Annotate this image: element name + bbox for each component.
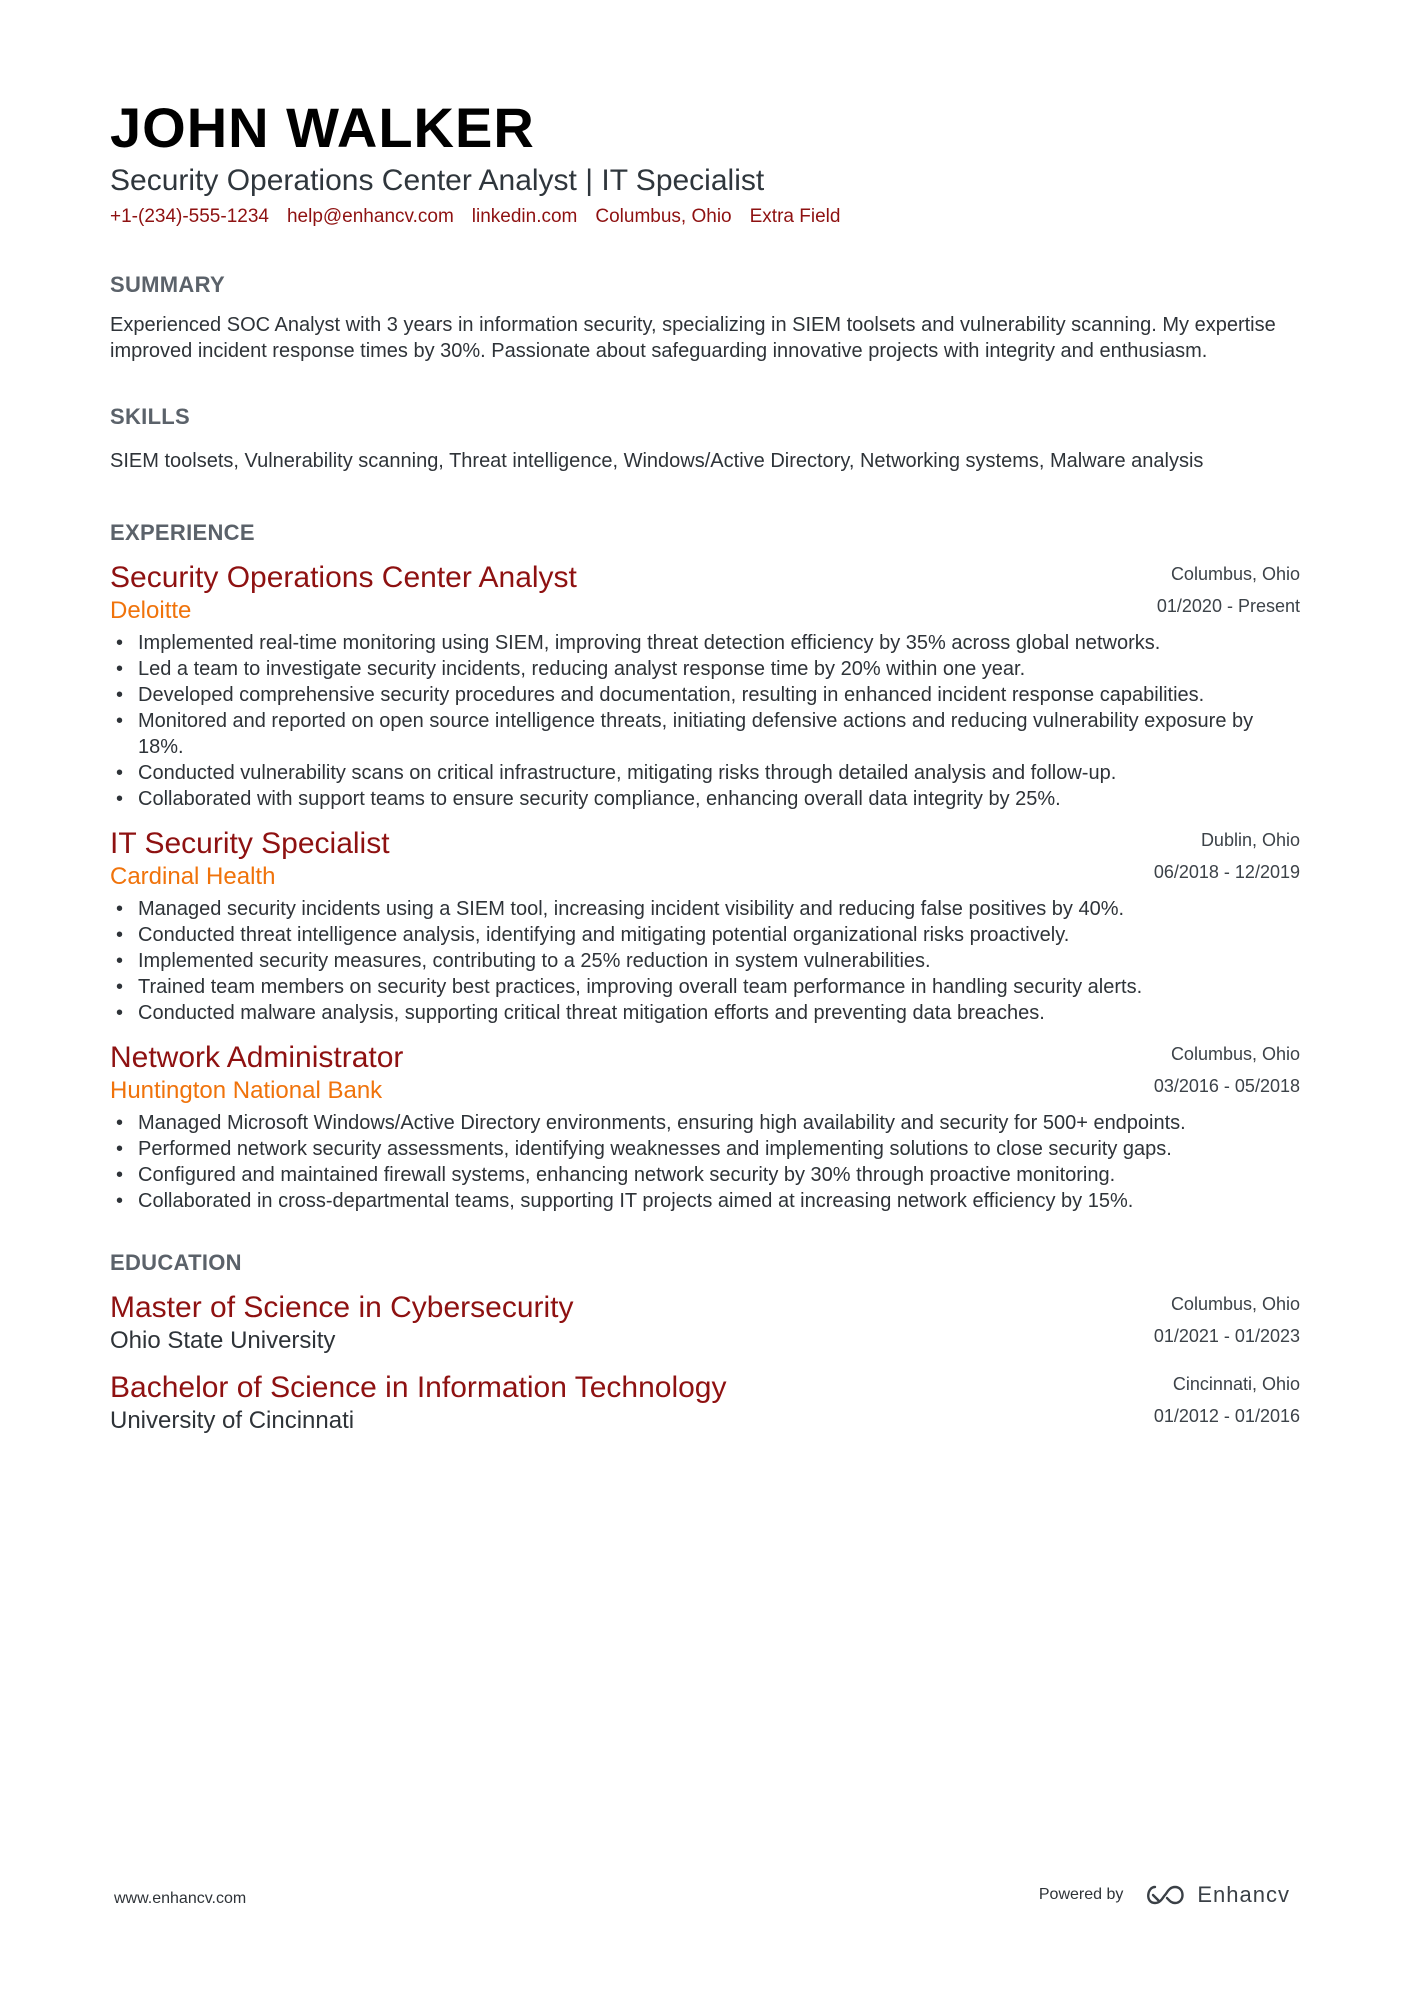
- candidate-title: Security Operations Center Analyst | IT Specialist: [110, 164, 765, 197]
- job-bullet: • Developed comprehensive security procedures and documentation, resulting in enhanced incident response capabilities.: [110, 682, 1300, 708]
- experience-entry-header: [110, 826, 1300, 892]
- job-bullet: • Performed network security assessments, identifying weaknesses and implementing solutions to close security gaps.: [110, 1136, 1300, 1162]
- footer-website-link[interactable]: www.enhancv.com: [114, 1890, 247, 1907]
- contact-phone[interactable]: +1-(234)-555-1234: [110, 206, 269, 227]
- job-bullet: • Collaborated with support teams to ensure security compliance, enhancing overall data integrity by 25%.: [110, 786, 1300, 812]
- experience-entry-header: [110, 560, 1300, 626]
- summary-text: Experienced SOC Analyst with 3 years in information security, specializing in SIEM toolsets and vulnerability scanning. My expertise improved incident response times by 30%. Passionate about safeguarding innovative projects with integrity and enthusiasm.: [110, 314, 1276, 362]
- education-entry-header: [110, 1370, 1300, 1436]
- degree-title: Bachelor of Science in Information Technology: [110, 1371, 727, 1404]
- job-bullet: • Implemented real-time monitoring using SIEM, improving threat detection efficiency by 35% across global networks.: [110, 630, 1300, 656]
- candidate-name: JOHN WALKER: [110, 96, 535, 159]
- job-location: Columbus, Ohio: [1170, 1044, 1300, 1064]
- job-dates: 06/2018 - 12/2019: [1153, 862, 1300, 882]
- experience-entry: [110, 1040, 1300, 1214]
- degree-title: Master of Science in Cybersecurity: [110, 1291, 574, 1324]
- footer-branding: [1039, 1882, 1290, 1908]
- job-bullet: • Conducted malware analysis, supporting critical threat mitigation efforts and preventing data breaches.: [110, 1000, 1300, 1026]
- job-company: Huntington National Bank: [110, 1077, 383, 1104]
- experience-entry-header: [110, 1040, 1300, 1106]
- job-location: Columbus, Ohio: [1170, 564, 1300, 584]
- education-entry: [110, 1370, 1300, 1436]
- education-entry-header: [110, 1290, 1300, 1356]
- powered-by-label: Powered by: [1038, 1886, 1124, 1903]
- job-bullet: • Managed Microsoft Windows/Active Directory environments, ensuring high availability and security for 500+ endpoints.: [110, 1110, 1300, 1136]
- education-dates: 01/2021 - 01/2023: [1153, 1326, 1300, 1346]
- skills-heading: SKILLS: [110, 404, 191, 429]
- job-bullet: • Configured and maintained firewall systems, enhancing network security by 30% through proactive monitoring.: [110, 1162, 1300, 1188]
- job-bullet: • Collaborated in cross-departmental teams, supporting IT projects aimed at increasing network efficiency by 15%.: [110, 1188, 1300, 1214]
- job-bullet: • Implemented security measures, contributing to a 25% reduction in system vulnerabilities.: [110, 948, 1300, 974]
- skills-text: SIEM toolsets, Vulnerability scanning, Threat intelligence, Windows/Active Directory, Networking systems, Malware analysis: [110, 450, 1204, 472]
- contact-location: Columbus, Ohio: [595, 206, 732, 227]
- experience-entry: [110, 560, 1300, 812]
- school-name: Ohio State University: [110, 1327, 336, 1354]
- education-heading: EDUCATION: [110, 1250, 242, 1275]
- job-location: Dublin, Ohio: [1200, 830, 1300, 850]
- job-bullet: • Conducted threat intelligence analysis, identifying and mitigating potential organizational risks proactively.: [110, 922, 1300, 948]
- job-company: Cardinal Health: [110, 863, 276, 890]
- school-location: Cincinnati, Ohio: [1172, 1374, 1300, 1394]
- contact-linkedin[interactable]: linkedin.com: [471, 206, 578, 227]
- job-bullets: [110, 630, 1300, 812]
- education-dates: 01/2012 - 01/2016: [1153, 1406, 1300, 1426]
- enhancv-brand[interactable]: [1143, 1882, 1290, 1908]
- job-bullet: • Monitored and reported on open source intelligence threats, initiating defensive actions and reducing vulnerability exposure by 18%.: [110, 708, 1300, 760]
- page-footer: [0, 1882, 1410, 1922]
- school-location: Columbus, Ohio: [1170, 1294, 1300, 1314]
- job-bullet: • Led a team to investigate security incidents, reducing analyst response time by 20% within one year.: [110, 656, 1300, 682]
- job-company: Deloitte: [110, 597, 192, 624]
- education-entry: [110, 1290, 1300, 1356]
- contact-email[interactable]: help@enhancv.com: [286, 206, 454, 227]
- school-name: University of Cincinnati: [110, 1407, 355, 1434]
- job-bullets: [110, 1110, 1300, 1214]
- job-role: Network Administrator: [110, 1041, 404, 1074]
- job-dates: 01/2020 - Present: [1156, 596, 1300, 616]
- job-bullets: [110, 896, 1300, 1026]
- experience-entry: [110, 826, 1300, 1026]
- job-bullet: • Conducted vulnerability scans on critical infrastructure, mitigating risks through detailed analysis and follow-up.: [110, 760, 1300, 786]
- job-bullet: • Managed security incidents using a SIEM tool, increasing incident visibility and reducing false positives by 40%.: [110, 896, 1300, 922]
- job-role: Security Operations Center Analyst: [110, 561, 577, 594]
- summary-heading: SUMMARY: [110, 272, 225, 297]
- job-bullet: • Trained team members on security best practices, improving overall team performance in handling security alerts.: [110, 974, 1300, 1000]
- enhancv-logo-icon: [1143, 1883, 1187, 1907]
- contact-extra-field: Extra Field: [749, 206, 841, 227]
- job-dates: 03/2016 - 05/2018: [1153, 1076, 1300, 1096]
- brand-name: Enhancv: [1197, 1882, 1290, 1907]
- contact-info: [110, 206, 1300, 228]
- job-role: IT Security Specialist: [110, 827, 390, 860]
- experience-heading: EXPERIENCE: [110, 520, 255, 545]
